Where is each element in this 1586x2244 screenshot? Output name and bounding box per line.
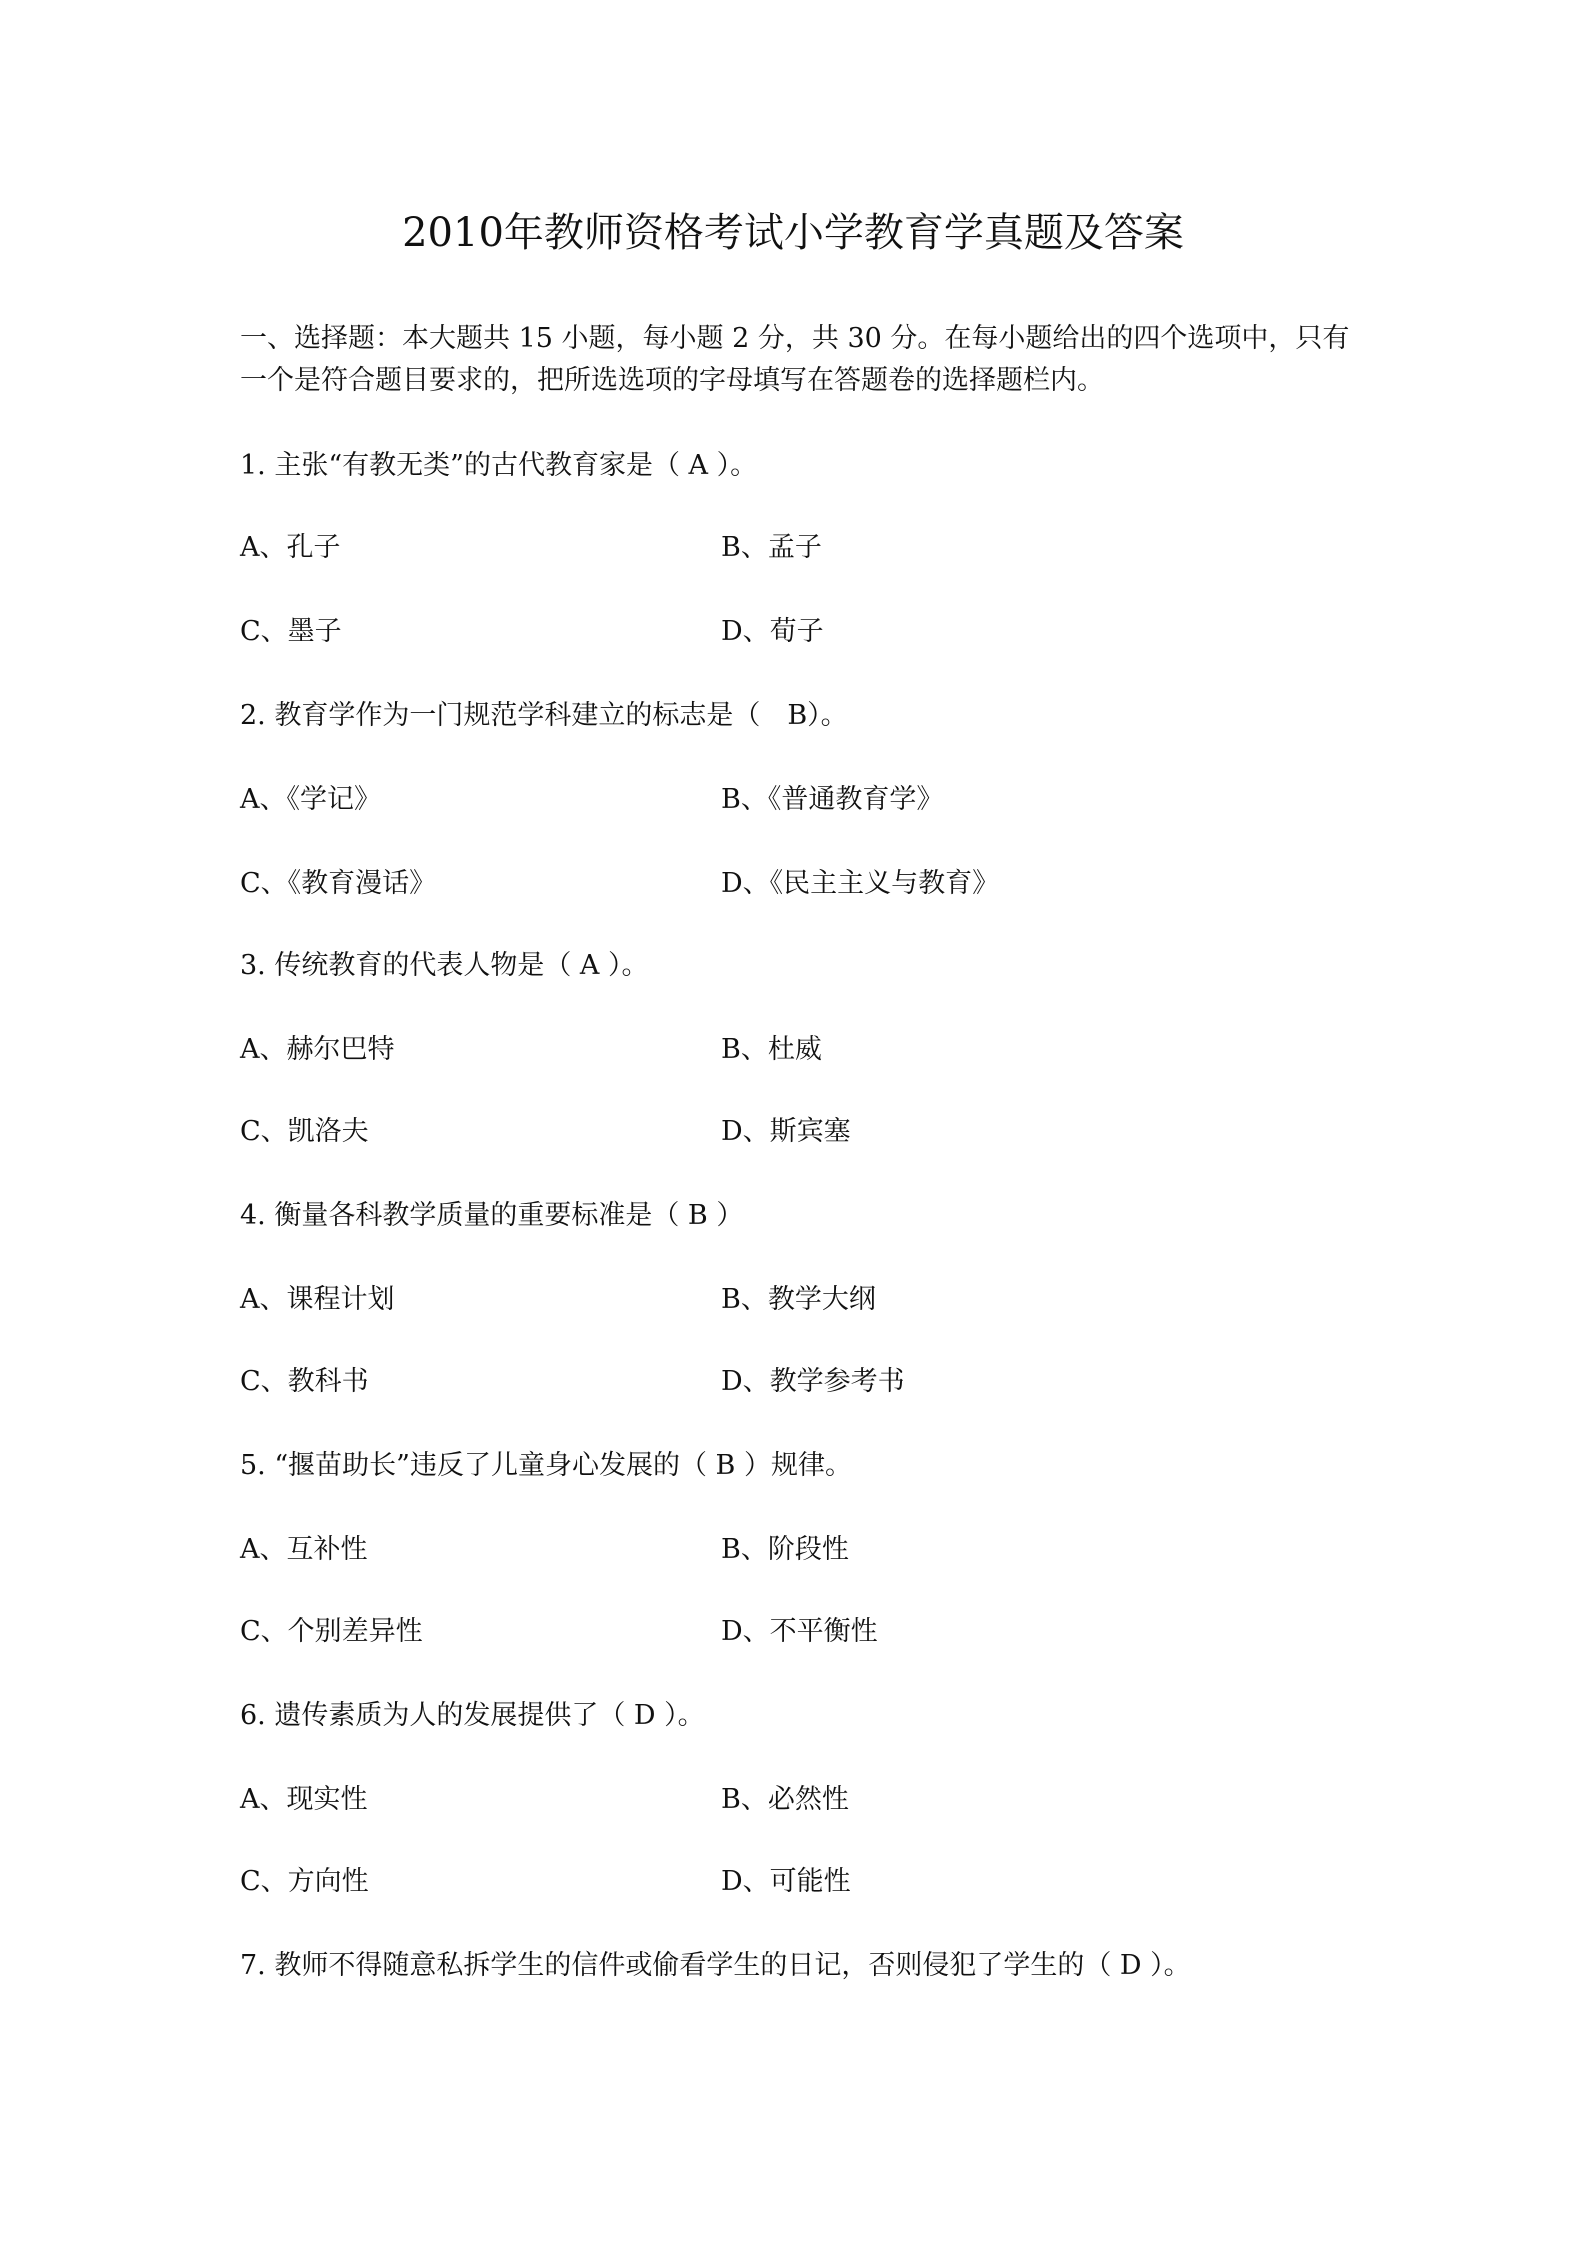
question-1-stem: 1. 主张“有教无类”的古代教育家是（ A ）。	[240, 450, 758, 481]
instruction-line: 一、选择题：本大题共 15 小题，每小题 2 分，共 30 分。在每小题给出的四个选项中，只有	[240, 323, 1350, 354]
question-4-option-b: B、教学大纲	[721, 1284, 876, 1315]
question-3-option-c: C、凯洛夫	[240, 1116, 369, 1147]
question-1-option-c: C、墨子	[240, 616, 342, 647]
question-2-option-c: C、《教育漫话》	[240, 868, 437, 899]
question-6-option-b: B、必然性	[721, 1784, 849, 1815]
question-3-option-d: D、斯宾塞	[721, 1116, 851, 1147]
section-instructions	[240, 318, 1360, 402]
question-5-option-d: D、不平衡性	[721, 1616, 878, 1647]
question-2-stem: 2. 教育学作为一门规范学科建立的标志是（ B）。	[240, 700, 848, 731]
question-5-option-b: B、阶段性	[721, 1534, 849, 1565]
instruction-line: 一个是符合题目要求的，把所选选项的字母填写在答题卷的选择题栏内。	[240, 365, 1104, 396]
question-4-option-a: A、课程计划	[240, 1284, 395, 1315]
question-5-option-a: A、互补性	[240, 1534, 368, 1565]
question-5-option-c: C、个别差异性	[240, 1616, 423, 1647]
question-1-option-b: B、孟子	[721, 532, 822, 563]
question-6-option-a: A、现实性	[240, 1784, 368, 1815]
question-1-option-d: D、荀子	[721, 616, 824, 647]
question-5-stem: 5. “揠苗助长”违反了儿童身心发展的（ B ）规律。	[240, 1450, 852, 1481]
question-6-option-c: C、方向性	[240, 1866, 369, 1897]
question-2-option-a: A、《学记》	[240, 784, 381, 815]
question-1-option-a: A、孔子	[240, 532, 341, 563]
question-3-stem: 3. 传统教育的代表人物是（ A ）。	[240, 950, 649, 981]
question-4-option-c: C、教科书	[240, 1366, 369, 1397]
question-4-option-d: D、教学参考书	[721, 1366, 905, 1397]
question-6-stem: 6. 遗传素质为人的发展提供了（ D ）。	[240, 1700, 705, 1731]
question-6-option-d: D、可能性	[721, 1866, 851, 1897]
document-title: 2010年教师资格考试小学教育学真题及答案	[402, 210, 1184, 256]
question-3-option-a: A、赫尔巴特	[240, 1034, 395, 1065]
question-2-option-d: D、《民主主义与教育》	[721, 868, 1000, 899]
question-2-option-b: B、《普通教育学》	[721, 784, 944, 815]
question-7-stem: 7. 教师不得随意私拆学生的信件或偷看学生的日记，否则侵犯了学生的（ D ）。	[240, 1950, 1191, 1981]
question-3-option-b: B、杜威	[721, 1034, 822, 1065]
question-4-stem: 4. 衡量各科教学质量的重要标准是（ B ）	[240, 1200, 744, 1231]
